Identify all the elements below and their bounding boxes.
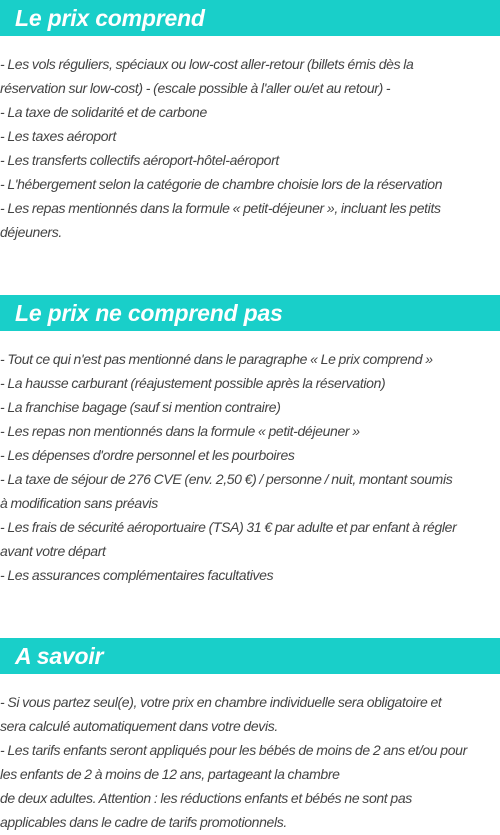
list-line: - Les transferts collectifs aéroport-hôtel-aéroport [0, 152, 279, 168]
list-line: - La taxe de séjour de 276 CVE (env. 2,50 €) / personne / nuit, montant soumis [0, 471, 453, 487]
list-line: les enfants de 2 à moins de 12 ans, partageant la chambre [0, 766, 340, 782]
good-to-know-list [0, 690, 500, 834]
price-excluded-list [0, 347, 500, 587]
section-title-price-excluded: Le prix ne comprend pas [0, 295, 500, 331]
list-line: applicables dans le cadre de tarifs promotionnels. [0, 814, 287, 830]
section-price-excluded [0, 295, 500, 587]
list-line: - Si vous partez seul(e), votre prix en chambre individuelle sera obligatoire et [0, 694, 442, 710]
list-line: - Les repas non mentionnés dans la formule « petit-déjeuner » [0, 423, 360, 439]
list-line: - Tout ce qui n'est pas mentionné dans le paragraphe « Le prix comprend » [0, 351, 433, 367]
list-line: - La hausse carburant (réajustement possible après la réservation) [0, 375, 386, 391]
list-line: - Les frais de sécurité aéroportuaire (TSA) 31 € par adulte et par enfant à régler [0, 519, 457, 535]
list-line: - Les tarifs enfants seront appliqués pour les bébés de moins de 2 ans et/ou pour [0, 742, 467, 758]
list-line: sera calculé automatiquement dans votre devis. [0, 718, 278, 734]
list-line: à modification sans préavis [0, 495, 158, 511]
list-line: avant votre départ [0, 543, 106, 559]
list-line: - L'hébergement selon la catégorie de chambre choisie lors de la réservation [0, 176, 443, 192]
list-line: - Les repas mentionnés dans la formule « petit-déjeuner », incluant les petits [0, 200, 441, 216]
section-title-good-to-know: A savoir [0, 638, 500, 674]
list-line: - Les dépenses d'ordre personnel et les pourboires [0, 447, 295, 463]
section-price-included [0, 0, 500, 244]
section-title-price-included: Le prix comprend [0, 0, 500, 36]
list-line: réservation sur low-cost) - (escale possible à l'aller ou/et au retour) - [0, 80, 391, 96]
list-line: déjeuners. [0, 224, 62, 240]
list-line: - La franchise bagage (sauf si mention contraire) [0, 399, 281, 415]
price-included-list [0, 52, 500, 244]
section-good-to-know [0, 638, 500, 834]
list-line: de deux adultes. Attention : les réductions enfants et bébés ne sont pas [0, 790, 412, 806]
list-line: - La taxe de solidarité et de carbone [0, 104, 207, 120]
list-line: - Les assurances complémentaires facultatives [0, 567, 274, 583]
list-line: - Les taxes aéroport [0, 128, 117, 144]
list-line: - Les vols réguliers, spéciaux ou low-cost aller-retour (billets émis dès la [0, 56, 414, 72]
